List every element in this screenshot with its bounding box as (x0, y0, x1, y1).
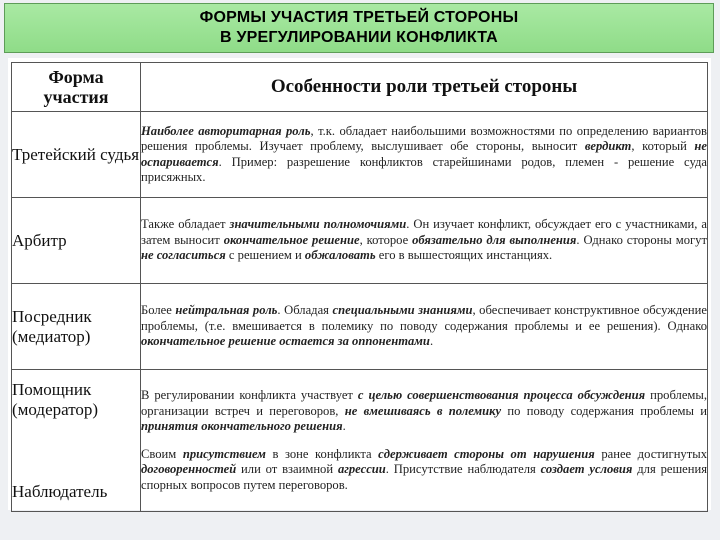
emphasized-text: договоренностей (141, 462, 237, 476)
emphasized-text: не вмешиваясь в полемику (344, 403, 502, 418)
table-row (12, 198, 708, 284)
emphasized-text: с целью совершенствования процесса обсуждения (357, 388, 646, 402)
text-run: с решением и (225, 248, 305, 263)
slide-title-line-2: В УРЕГУЛИРОВАНИИ КОНФЛИКТА (220, 29, 498, 46)
table-header-row (12, 63, 708, 112)
table-row (12, 284, 708, 370)
emphasized-text: не оспаривается (141, 139, 707, 169)
role-name: Посредник (медиатор) (12, 284, 141, 370)
text-run: . Обладая (277, 303, 333, 318)
role-name: Арбитр (12, 198, 141, 284)
emphasized-text: Наиболее авторитарная роль (141, 123, 311, 138)
text-run: , которое (359, 232, 413, 247)
emphasized-text: обжаловать (304, 248, 376, 263)
header-form-line-1: Форма (48, 67, 104, 87)
emphasized-text: обязательно для выполнения (412, 232, 577, 247)
text-run: , т.к. обладает наибольшими возможностями по определению вариантов решения проблемы. Изучает проблему, выслушивает обе стороны, выносит (141, 123, 707, 153)
emphasized-text: окончательное решение (223, 232, 360, 247)
role-description (141, 447, 707, 494)
roles-table (11, 62, 708, 512)
role-name-group (12, 370, 141, 512)
text-run: . Однако стороны могут (576, 232, 707, 247)
emphasized-text: принятия окончательного решения (141, 419, 343, 433)
emphasized-text: создает условия (540, 462, 633, 476)
text-run: или от взаимной (236, 462, 338, 476)
emphasized-text: сдерживает стороны от нарушения (378, 446, 595, 461)
slide-title (4, 3, 714, 53)
text-run: , обеспечивает конструктивное обсуждение проблемы, (т.е. вмешивается в полемику по поводу содержания проблемы и ее решения). Однако (141, 303, 707, 333)
emphasized-text: не согласиться (141, 248, 226, 263)
role-description (141, 388, 707, 435)
text-run: . Пример: разрешение конфликтов старейшинами родов, племен - решение суда присяжных. (141, 154, 707, 184)
role-name: Наблюдатель (12, 481, 108, 501)
role-description (141, 198, 708, 284)
header-form-of-participation (12, 63, 141, 112)
table-row (12, 370, 708, 512)
role-description-group (141, 370, 708, 512)
header-role-features: Особенности роли третьей стороны (141, 63, 708, 112)
role-description (141, 112, 708, 198)
text-run: Своим (141, 446, 183, 461)
role-name: Помощник (модератор) (12, 379, 99, 419)
text-run: его в вышестоящих инстанциях. (375, 248, 553, 263)
emphasized-text: присутствием (182, 446, 266, 461)
text-run: . (342, 419, 346, 433)
text-run: . (429, 334, 434, 349)
text-run: Также обладает (141, 217, 230, 232)
emphasized-text: значительными полномочиями (229, 217, 407, 232)
header-form-line-2: участия (43, 87, 109, 107)
text-run: Более (141, 303, 176, 318)
emphasized-text: специальными знаниями (332, 303, 473, 318)
text-run: , который (631, 139, 695, 153)
text-run: в зоне конфликта (265, 446, 379, 461)
text-run: . Он изучает конфликт, обсуждает его с участниками, а затем выносит (141, 217, 707, 247)
scanned-table-sheet (8, 58, 711, 510)
emphasized-text: окончательное решение остается за оппонентами (141, 334, 430, 349)
text-run: для решения спорных вопросов путем переговоров. (141, 462, 708, 492)
role-name: Третейский судья (12, 112, 141, 198)
emphasized-text: нейтральная роль (175, 303, 278, 318)
text-run: ранее достигнутых (594, 446, 707, 461)
slide-title-line-1: ФОРМЫ УЧАСТИЯ ТРЕТЬЕЙ СТОРОНЫ (199, 9, 519, 26)
emphasized-text: агрессии (337, 462, 386, 476)
text-run: по поводу содержания проблемы и (501, 403, 707, 418)
table-row (12, 112, 708, 198)
role-description (141, 284, 708, 370)
text-run: . Присутствие наблюдателя (385, 462, 541, 476)
text-run: проблемы, организации встреч и переговоров, (141, 388, 708, 418)
emphasized-text: вердикт (584, 139, 632, 153)
text-run: В регулировании конфликта участвует (141, 388, 358, 402)
